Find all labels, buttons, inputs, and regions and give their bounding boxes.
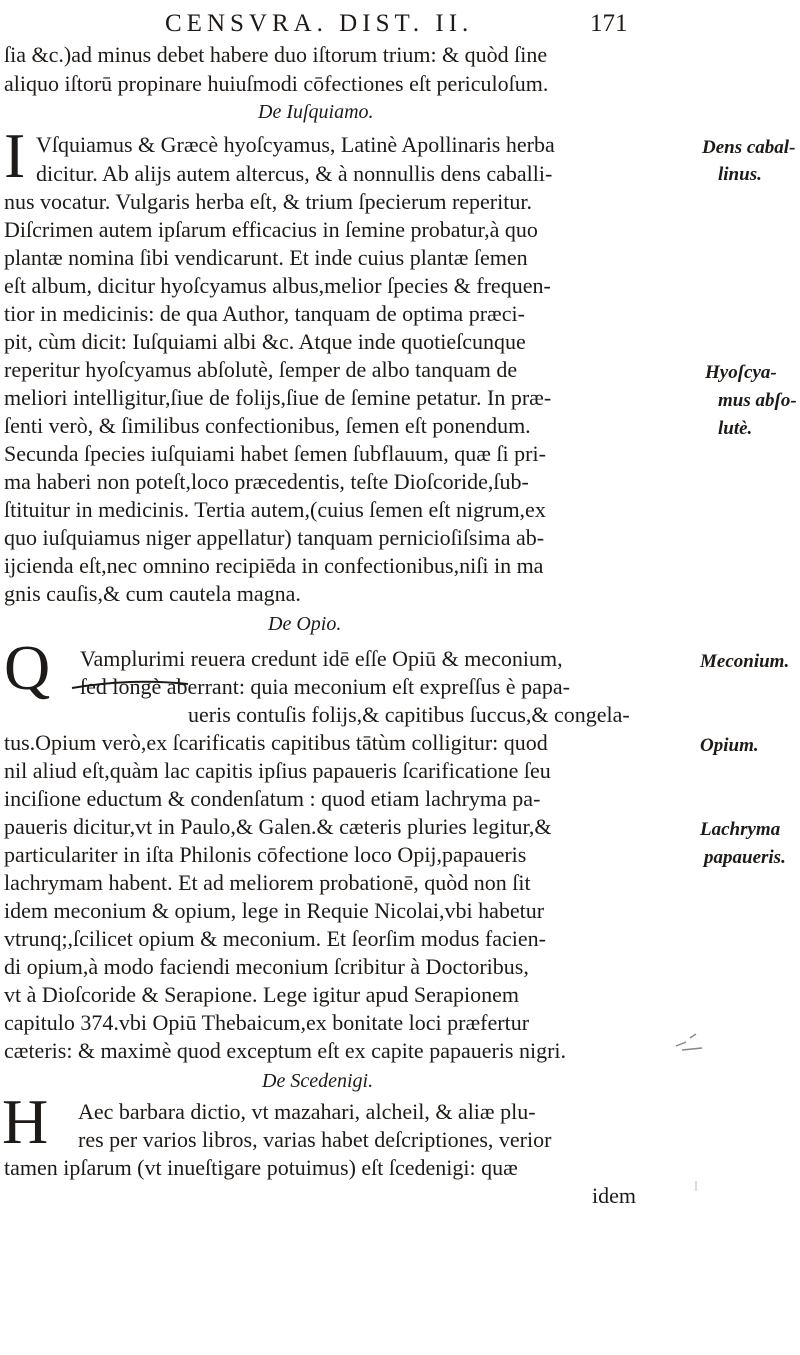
margin-note: lutè. <box>718 418 753 439</box>
drop-cap: H <box>2 1086 49 1157</box>
text-line: ma haberi non poteſt,loco præcedentis, teſte Dioſcoride,ſub- <box>4 469 529 494</box>
text-line: ueris contuſis folijs,& capitibus ſuccus,& congela- <box>188 702 630 727</box>
margin-note: Opium. <box>700 735 759 756</box>
text-line: ſed longè aberrant: quia meconium eſt expreſſus è papa- <box>80 674 570 699</box>
text-line: idem <box>592 1183 636 1208</box>
drop-cap: I <box>4 120 26 191</box>
running-head: CENSVRA. DIST. II. <box>165 10 474 37</box>
ink-speck <box>690 1180 702 1192</box>
margin-note: Hyoſcya- <box>705 362 777 383</box>
text-line: nus vocatur. Vulgaris herba eſt, & trium ſpecierum reperitur. <box>4 189 532 214</box>
text-line: Aec barbara dictio, vt mazahari, alcheil, & aliæ plu- <box>78 1099 536 1124</box>
text-line: ſenti verò, & ſimilibus confectionibus, ſemen eſt ponendum. <box>4 413 531 438</box>
text-line: inciſione eductum & condenſatum : quod etiam lachryma pa- <box>4 786 541 811</box>
text-line: dicitur. Ab alijs autem altercus, & à nonnullis dens caballi- <box>36 161 553 186</box>
text-line: particulariter in iſta Philonis cōfectione loco Opij,papaueris <box>4 842 527 867</box>
text-line: eſt album, dicitur hyoſcyamus albus,melior ſpecies & frequen- <box>4 273 551 298</box>
text-line: Vamplurimi reuera credunt idē eſſe Opiū & meconium, <box>80 646 563 671</box>
text-line: pit, cùm dicit: Iuſquiami albi &c. Atque inde quotieſcunque <box>4 329 526 354</box>
margin-note: Dens cabal- <box>702 137 796 158</box>
text-line: reperitur hyoſcyamus abſolutè, ſemper de albo tanquam de <box>4 357 518 382</box>
margin-note: Lachryma <box>700 819 781 840</box>
text-line: res per varios libros, varias habet deſcriptiones, verior <box>78 1127 552 1152</box>
text-line: idem meconium & opium, lege in Requie Nicolai,vbi habetur <box>4 898 545 923</box>
page-number: 171 <box>590 10 628 37</box>
text-line: tamen ipſarum (vt inueſtigare potuimus) eſt ſcedenigi: quæ <box>4 1155 518 1180</box>
text-line: tus.Opium verò,ex ſcarificatis capitibus tātùm colligitur: quod <box>4 730 548 755</box>
text-line: tior in medicinis: de qua Author, tanquam de optima præci- <box>4 301 525 326</box>
margin-note: Meconium. <box>700 651 790 672</box>
text-line: di opium,à modo faciendi meconium ſcribitur à Doctoribus, <box>4 954 529 979</box>
text-line: ſtituitur in medicinis. Tertia autem,(cuius ſemen eſt nigrum,ex <box>4 497 546 522</box>
section-heading: De Scedenigi. <box>262 1070 374 1092</box>
text-line: meliori intelligitur,ſiue de folijs,ſiue de ſemine petatur. In præ- <box>4 385 552 410</box>
text-line: vtrunq;,ſcilicet opium & meconium. Et ſeorſim modus facien- <box>4 926 546 951</box>
drop-cap: Q <box>4 632 51 703</box>
section-heading: De Opio. <box>268 613 342 635</box>
text-line: Vſquiamus & Græcè hyoſcyamus, Latinè Apollinaris herba <box>36 132 555 157</box>
text-line: plantæ nomina ſibi vendicarunt. Et inde cuius plantæ ſemen <box>4 245 528 270</box>
text-line: ijcienda eſt,nec omnino recipiēda in confectionibus,niſi in ma <box>4 553 544 578</box>
text-line: capitulo 374.vbi Opiū Thebaicum,ex bonitate loci præfertur <box>4 1010 530 1035</box>
margin-note: mus abſo- <box>718 390 797 411</box>
text-line: paueris dicitur,vt in Paulo,& Galen.& cæteris pluries legitur,& <box>4 814 552 839</box>
text-line: vt à Dioſcoride & Serapione. Lege igitur apud Serapionem <box>4 982 520 1007</box>
text-line: nil aliud eſt,quàm lac capitis ipſius papaueris ſcarificatione ſeu <box>4 758 551 783</box>
ink-speck <box>672 1024 712 1054</box>
text-line: lachrymam habent. Et ad meliorem probationē, quòd non ſit <box>4 870 531 895</box>
page-header <box>0 4 800 40</box>
margin-note: linus. <box>718 164 762 185</box>
text-line: quo iuſquiamus niger appellatur) tanquam pernicioſiſsima ab- <box>4 525 545 550</box>
text-line: ſia &c.)ad minus debet habere duo iſtorum trium: & quòd ſine <box>4 42 548 67</box>
margin-note: papaueris. <box>704 847 786 868</box>
text-line: gnis cauſis,& cum cautela magna. <box>4 581 301 606</box>
section-heading: De Iuſquiamo. <box>258 101 374 123</box>
text-line: aliquo iſtorū propinare huiuſmodi cōfectiones eſt periculoſum. <box>4 71 549 96</box>
text-line: cæteris: & maximè quod exceptum eſt ex capite papaueris nigri. <box>4 1038 567 1063</box>
text-line: Diſcrimen autem ipſarum efficacius in ſemine probatur,à quo <box>4 217 538 242</box>
text-line: Secunda ſpecies iuſquiami habet ſemen ſubflauum, quæ ſi pri- <box>4 441 546 466</box>
